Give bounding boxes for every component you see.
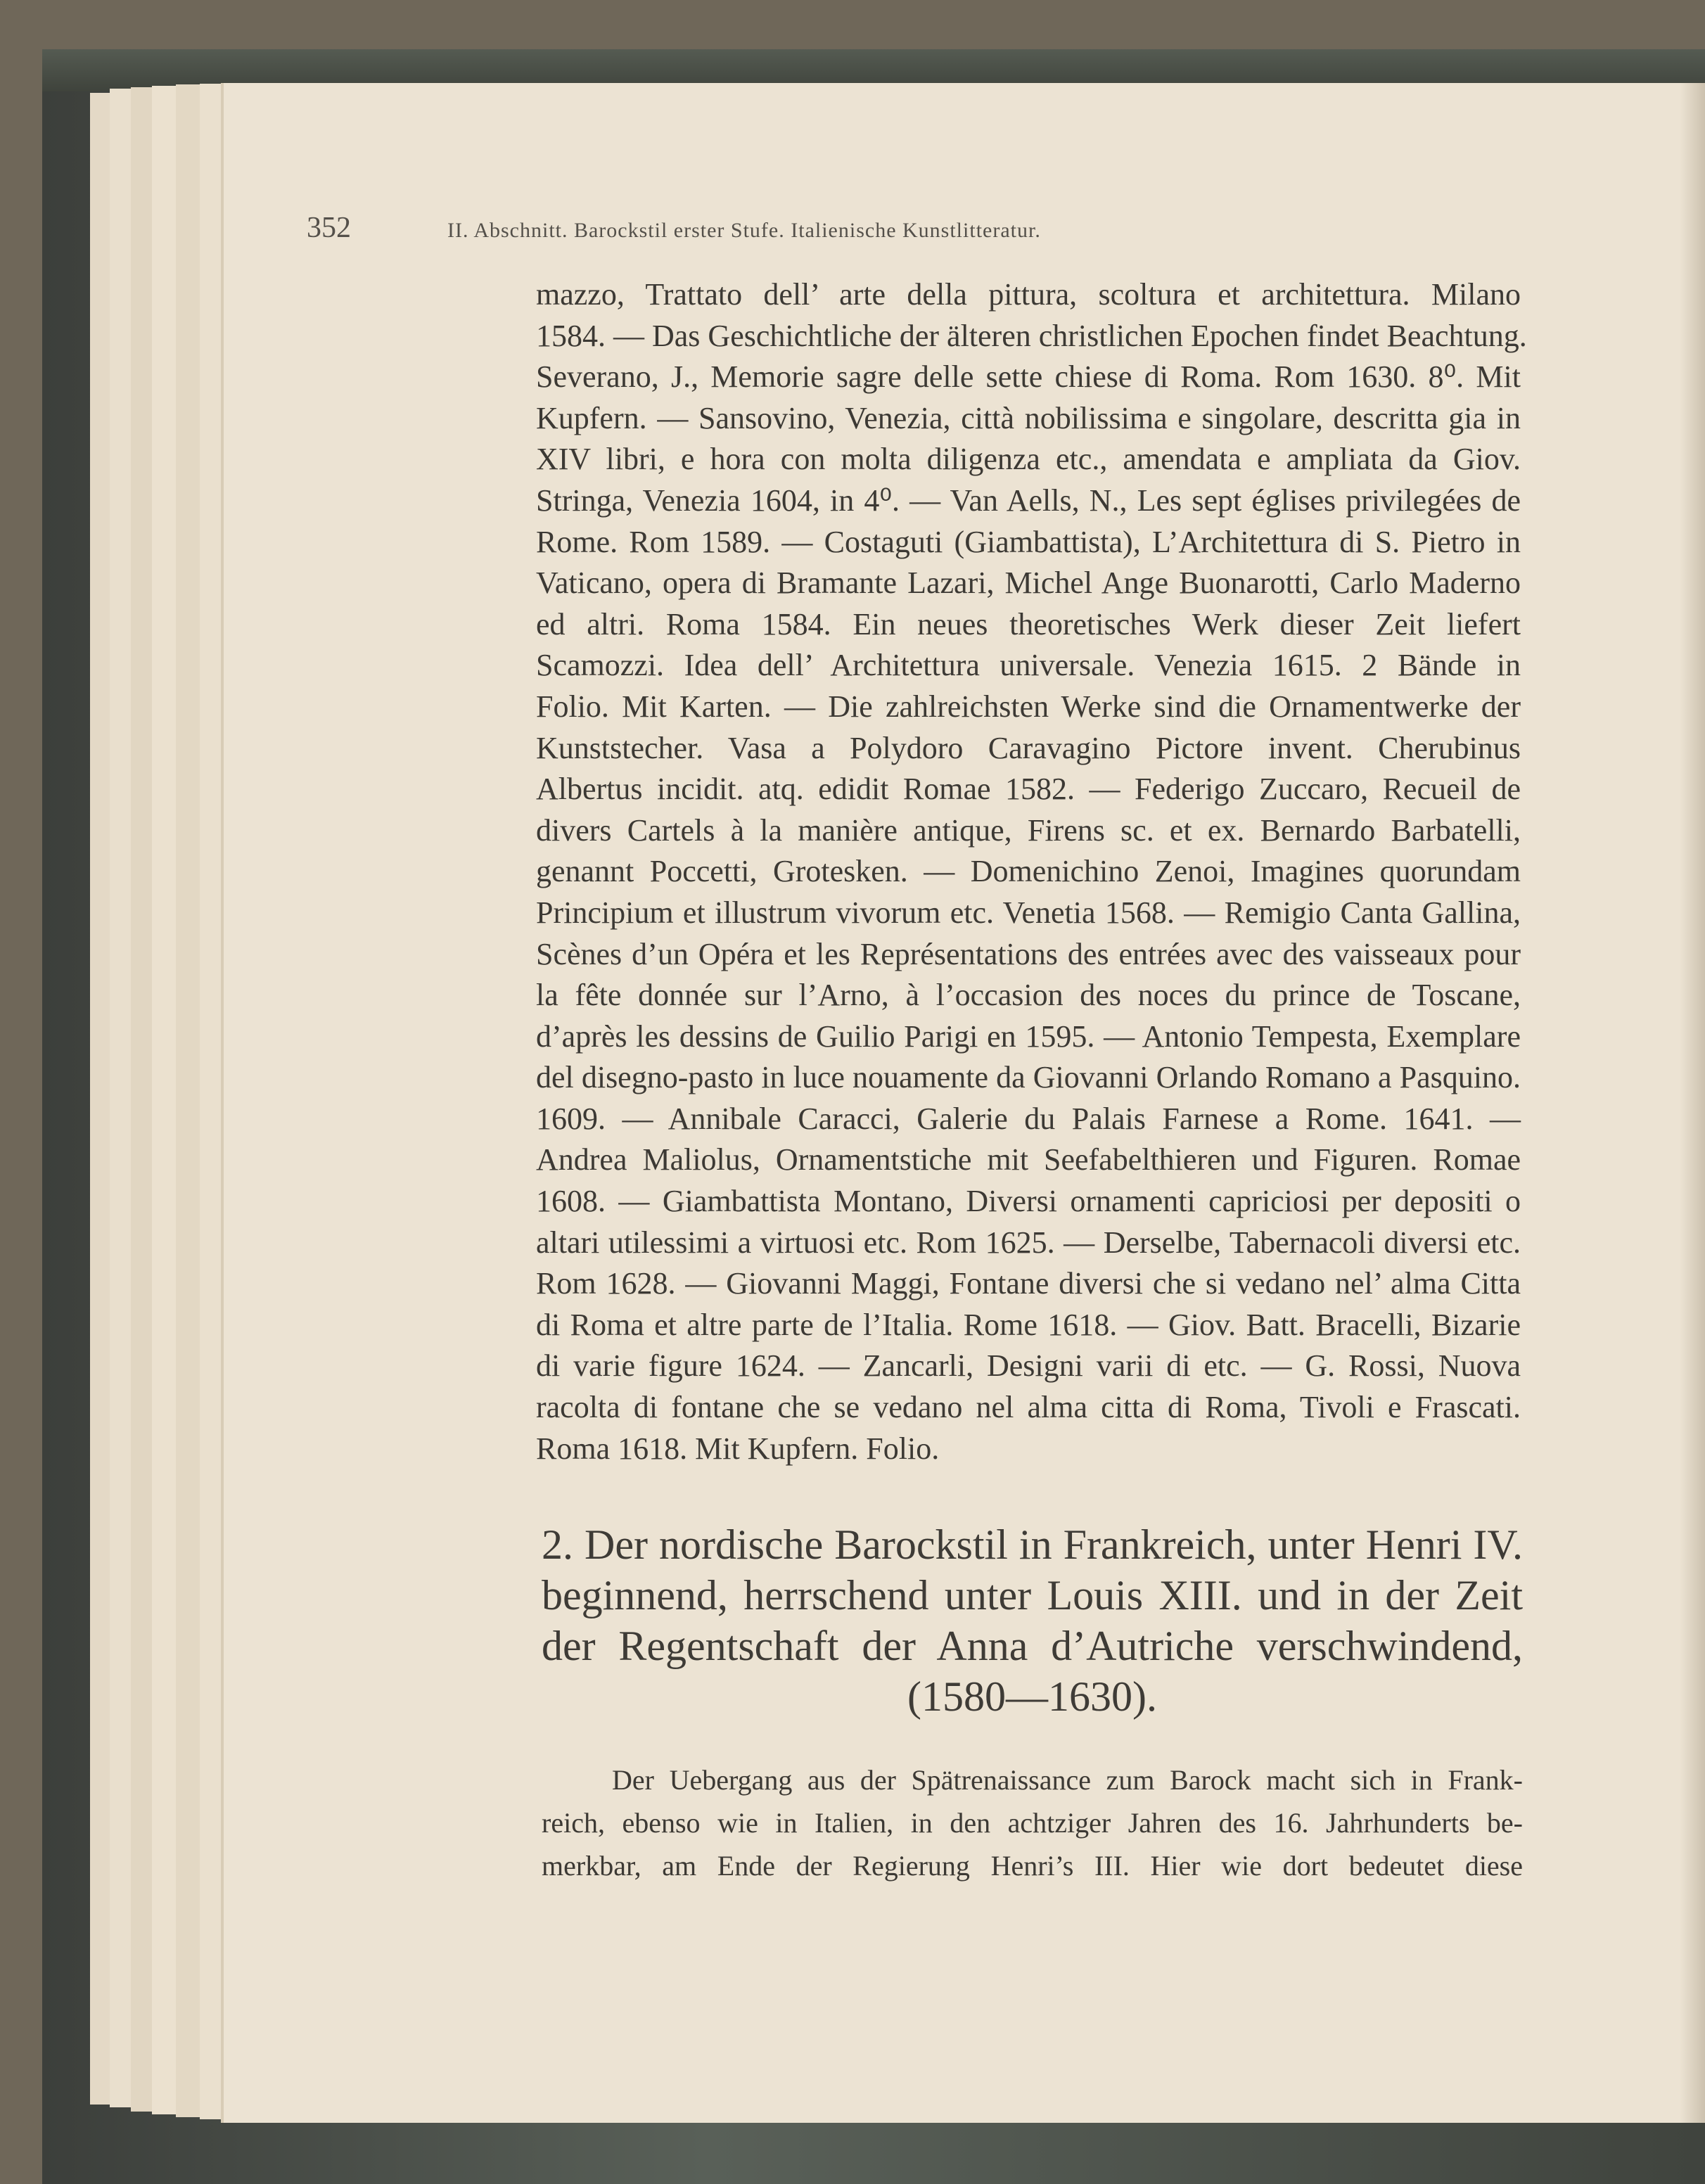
text-line: genannt Poccetti, Grotesken. — Domenichino Zenoi, Imagines quorundam (536, 854, 1521, 889)
bibliography-paragraph (536, 274, 1527, 1469)
text-line: Principium et illustrum vivorum etc. Venetia 1568. — Remigio Canta Gallina, (536, 895, 1521, 930)
text-line: Kunststecher. Vasa a Polydoro Caravagino Pictore invent. Cherubinus (536, 730, 1521, 765)
text-line: XIV libri, e hora con molta diligenza etc., amendata e ampliata da Giov. (536, 442, 1521, 477)
text-line: Severano, J., Memorie sagre delle sette chiese di Roma. Rom 1630. 8⁰. Mit (536, 359, 1521, 395)
heading-line: beginnend, herrschend unter Louis XIII. und in der Zeit (542, 1572, 1523, 1618)
text-line: altari utilessimi a virtuosi etc. Rom 1625. — Derselbe, Tabernacoli diversi etc. (536, 1225, 1521, 1260)
text-line: Rom 1628. — Giovanni Maggi, Fontane diversi che si vedano nel’ alma Citta (536, 1266, 1521, 1301)
text-line: di varie figure 1624. — Zancarli, Designi varii di etc. — G. Rossi, Nuova (536, 1348, 1521, 1384)
text-line: Roma 1618. Mit Kupfern. Folio. (536, 1431, 940, 1466)
text-line: Kupfern. — Sansovino, Venezia, città nobilissima e singolare, descritta gia in (536, 400, 1521, 435)
text-line: di Roma et altre parte de l’Italia. Rome 1618. — Giov. Batt. Bracelli, Bizarie (536, 1307, 1521, 1342)
page-edge (200, 84, 226, 2119)
section-heading (542, 1519, 1523, 1722)
text-line: Scamozzi. Idea dell’ Architettura universale. Venezia 1615. 2 Bände in (536, 648, 1521, 683)
page-header (307, 211, 1362, 253)
heading-line: 2. Der nordische Barockstil in Frankreich, unter Henri IV. (542, 1521, 1523, 1568)
text-line: Vaticano, opera di Bramante Lazari, Michel Ange Buonarotti, Carlo Maderno (536, 566, 1521, 601)
text-line: Andrea Maliolus, Ornamentstiche mit Seefabelthieren und Figuren. Romae (536, 1142, 1521, 1177)
text-line: Albertus incidit. atq. edidit Romae 1582. — Federigo Zuccaro, Recueil de (536, 772, 1521, 807)
text-line: merkbar, am Ende der Regierung Henri’s III. Hier wie dort bedeutet diese (542, 1850, 1523, 1882)
text-line: divers Cartels à la manière antique, Firens sc. et ex. Bernardo Barbatelli, (536, 812, 1521, 848)
text-line: la fête donnée sur l’Arno, à l’occasion des noces du prince de Toscane, (536, 978, 1521, 1013)
text-line: Folio. Mit Karten. — Die zahlreichsten Werke sind die Ornamentwerke der (536, 689, 1521, 724)
text-line: reich, ebenso wie in Italien, in den achtziger Jahren des 16. Jahrhunderts be- (542, 1807, 1523, 1839)
text-line: mazzo, Trattato dell’ arte della pittura, scoltura et architettura. Milano (536, 277, 1521, 312)
text-line: del disegno-pasto in luce nouamente da Giovanni Orlando Romano a Pasquino. (536, 1060, 1521, 1095)
text-line: racolta di fontane che se vedano nel alma citta di Roma, Tivoli e Frascati. (536, 1390, 1521, 1425)
text-line: ed altri. Roma 1584. Ein neues theoretisches Werk dieser Zeit liefert (536, 606, 1521, 641)
heading-line: der Regentschaft der Anna d’Autriche verschwindend, (542, 1623, 1523, 1669)
text-line: Rome. Rom 1589. — Costaguti (Giambattista), L’Architettura di S. Pietro in (536, 524, 1521, 559)
text-line: Scènes d’un Opéra et les Représentations des entrées avec des vaisseaux pour (536, 936, 1521, 971)
running-head: II. Abschnitt. Barockstil erster Stufe. Italienische Kunstlitteratur. (447, 219, 1041, 242)
text-line: 1609. — Annibale Caracci, Galerie du Palais Farnese a Rome. 1641. — (536, 1101, 1521, 1136)
body-paragraph (542, 1758, 1523, 1887)
text-line: 1584. — Das Geschichtliche der älteren christlichen Epochen findet Beachtung. (536, 318, 1527, 353)
text-line: d’après les dessins de Guilio Parigi en 1595. — Antonio Tempesta, Exemplare (536, 1018, 1521, 1054)
heading-line: (1580—1630). (907, 1673, 1157, 1720)
page-number: 352 (307, 212, 351, 244)
text-line: Stringa, Venezia 1604, in 4⁰. — Van Aells, N., Les sept églises privilegées de (536, 483, 1521, 518)
text-line: 1608. — Giambattista Montano, Diversi ornamenti capriciosi per depositi o (536, 1184, 1521, 1219)
text-line: Der Uebergang aus der Spätrenaissance zum Barock macht sich in Frank- (612, 1764, 1523, 1796)
